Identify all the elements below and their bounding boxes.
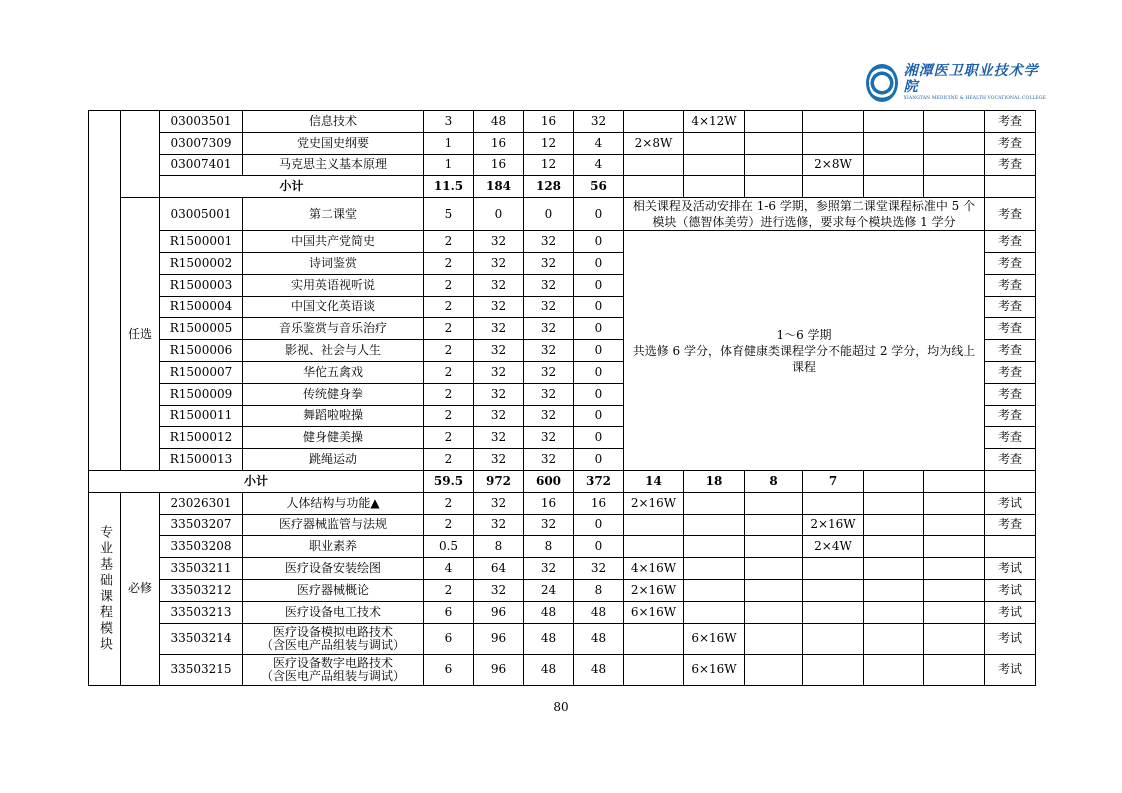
- semester-s6-cell: [924, 111, 985, 133]
- practice-hours-cell: 0: [574, 405, 624, 427]
- course-code: R1500011: [160, 405, 243, 427]
- empty-cell: [924, 176, 985, 198]
- table-row: [89, 654, 1036, 685]
- total-hours-cell: 32: [474, 383, 524, 405]
- course-name: 医疗器械概论: [243, 579, 424, 601]
- practice-hours-cell: 0: [574, 274, 624, 296]
- semester-s4-cell: 2×8W: [803, 154, 864, 176]
- table-row: [89, 536, 1036, 558]
- assessment-cell: 考查: [985, 154, 1036, 176]
- subtotal-semester-s2: 18: [684, 470, 745, 492]
- subtotal-practice: 56: [574, 176, 624, 198]
- semester-s5-cell: [864, 132, 924, 154]
- semester-s6-cell: [924, 536, 985, 558]
- semester-s6-cell: [924, 623, 985, 654]
- credit-cell: 2: [424, 383, 474, 405]
- practice-hours-cell: 4: [574, 154, 624, 176]
- semester-s2-cell: [684, 579, 745, 601]
- course-name: 影视、社会与人生: [243, 340, 424, 362]
- credit-cell: 6: [424, 601, 474, 623]
- theory-cell: 48: [524, 623, 574, 654]
- course-code: R1500009: [160, 383, 243, 405]
- assessment-cell: 考试: [985, 558, 1036, 580]
- practice-hours-cell: 0: [574, 198, 624, 231]
- credit-cell: 2: [424, 274, 474, 296]
- credit-cell: 5: [424, 198, 474, 231]
- assessment-cell: 考查: [985, 252, 1036, 274]
- practice-cell: 48: [574, 623, 624, 654]
- practice-hours-cell: 0: [574, 231, 624, 253]
- total-cell: 32: [474, 492, 524, 514]
- credit-cell: 2: [424, 427, 474, 449]
- course-name: 第二课堂: [243, 198, 424, 231]
- course-code: 33503207: [160, 514, 243, 536]
- college-logo: [866, 62, 1046, 104]
- semester-s6-cell: [924, 654, 985, 685]
- total-hours-cell: 32: [474, 340, 524, 362]
- practice-cell: 8: [574, 579, 624, 601]
- practice-cell: 0: [574, 514, 624, 536]
- assessment-cell: 考查: [985, 383, 1036, 405]
- semester-s4-cell: [803, 623, 864, 654]
- practice-hours-cell: 0: [574, 318, 624, 340]
- semester-s4-cell: [803, 492, 864, 514]
- online-note-semesters: 1～6 学期: [776, 327, 832, 342]
- course-code: 03005001: [160, 198, 243, 231]
- total-cell: 96: [474, 654, 524, 685]
- total-hours-cell: 32: [474, 252, 524, 274]
- semester-s4-cell: 2×16W: [803, 514, 864, 536]
- subtotal-semester-s4: 7: [803, 470, 864, 492]
- practice-hours-cell: 0: [574, 427, 624, 449]
- assessment-cell: 考查: [985, 340, 1036, 362]
- semester-s2-cell: 6×16W: [684, 654, 745, 685]
- practice-hours-cell: 0: [574, 449, 624, 471]
- semester-s3-cell: [745, 154, 803, 176]
- subtotal-credit: 59.5: [424, 470, 474, 492]
- credit-cell: 6: [424, 654, 474, 685]
- practice-hours-cell: 4: [574, 132, 624, 154]
- subtotal-total: 972: [474, 470, 524, 492]
- semester-s2-cell: [684, 514, 745, 536]
- credit-cell: 1: [424, 154, 474, 176]
- college-name: [904, 63, 1046, 103]
- course-code: 33503212: [160, 579, 243, 601]
- page-number: 80: [553, 700, 569, 714]
- total-hours-cell: 0: [474, 198, 524, 231]
- empty-cell: [745, 176, 803, 198]
- practice-hours-cell: 0: [574, 252, 624, 274]
- subtotal-label: 小计: [160, 176, 424, 198]
- theory-hours-cell: 32: [524, 252, 574, 274]
- elective-type-label: 任选: [121, 198, 160, 471]
- practice-hours-cell: 0: [574, 383, 624, 405]
- semester-s1-cell: 4×16W: [624, 558, 684, 580]
- semester-s3-cell: [745, 623, 803, 654]
- course-name: 实用英语视听说: [243, 274, 424, 296]
- total-hours-cell: 16: [474, 132, 524, 154]
- online-elective-note: [624, 231, 985, 471]
- course-code: 23026301: [160, 492, 243, 514]
- course-code: 03003501: [160, 111, 243, 133]
- table-row: [89, 111, 1036, 133]
- semester-s5-cell: [864, 623, 924, 654]
- semester-s2-cell: [684, 536, 745, 558]
- assessment-cell: [985, 536, 1036, 558]
- curriculum-table-body: [89, 111, 1036, 686]
- course-name: 医疗器械监管与法规: [243, 514, 424, 536]
- credit-cell: 6: [424, 623, 474, 654]
- theory-hours-cell: 32: [524, 318, 574, 340]
- semester-s2-cell: [684, 154, 745, 176]
- semester-s5-cell: [864, 579, 924, 601]
- total-hours-cell: 32: [474, 231, 524, 253]
- course-code: 33503215: [160, 654, 243, 685]
- semester-s5-cell: [864, 654, 924, 685]
- theory-hours-cell: 16: [524, 111, 574, 133]
- semester-s1-cell: [624, 536, 684, 558]
- subtotal-label: 小计: [89, 470, 424, 492]
- course-name: 党史国史纲要: [243, 132, 424, 154]
- course-code: R1500005: [160, 318, 243, 340]
- course-name-line1: 医疗设备数字电路技术: [272, 655, 393, 670]
- theory-cell: 8: [524, 536, 574, 558]
- total-hours-cell: 32: [474, 361, 524, 383]
- course-name: 信息技术: [243, 111, 424, 133]
- semester-s6-cell: [924, 492, 985, 514]
- total-cell: 96: [474, 623, 524, 654]
- assessment-cell: 考查: [985, 296, 1036, 318]
- semester-s6-cell: [924, 154, 985, 176]
- semester-s5-cell: [864, 154, 924, 176]
- semester-s4-cell: [803, 579, 864, 601]
- subtotal-theory: 600: [524, 470, 574, 492]
- semester-s5-cell: [864, 558, 924, 580]
- second-class-note: 相关课程及活动安排在 1-6 学期，参照第二课堂课程标准中 5 个模块（德智体美劳）进行选修，要求每个模块选修 1 学分: [624, 198, 985, 231]
- total-cell: 8: [474, 536, 524, 558]
- course-name: [243, 654, 424, 685]
- practice-hours-cell: 32: [574, 111, 624, 133]
- table-row: [89, 558, 1036, 580]
- assessment-cell: 考试: [985, 623, 1036, 654]
- college-name-en: XIANGTAN MEDICINE & HEALTH VOCATIONAL COLLEGE: [903, 96, 1046, 101]
- course-name-line2: （含医电产品组装与调试）: [260, 637, 405, 652]
- assessment-cell: 考查: [985, 231, 1036, 253]
- course-name: 华佗五禽戏: [243, 361, 424, 383]
- course-name: 人体结构与功能▲: [243, 492, 424, 514]
- semester-s5-cell: [864, 492, 924, 514]
- course-code: R1500007: [160, 361, 243, 383]
- practice-hours-cell: 0: [574, 340, 624, 362]
- total-hours-cell: 32: [474, 318, 524, 340]
- practice-cell: 0: [574, 536, 624, 558]
- course-name: 中国文化英语谈: [243, 296, 424, 318]
- semester-s2-cell: [684, 558, 745, 580]
- semester-s1-cell: [624, 111, 684, 133]
- subtotal-semester-s3: 8: [745, 470, 803, 492]
- semester-s4-cell: 2×4W: [803, 536, 864, 558]
- course-code: 03007401: [160, 154, 243, 176]
- course-name: 职业素养: [243, 536, 424, 558]
- assessment-cell: 考试: [985, 601, 1036, 623]
- semester-s4-cell: [803, 132, 864, 154]
- semester-s6-cell: [924, 601, 985, 623]
- assessment-cell: 考查: [985, 449, 1036, 471]
- course-code: R1500003: [160, 274, 243, 296]
- credit-cell: 2: [424, 231, 474, 253]
- table-row: [89, 154, 1036, 176]
- semester-s5-cell: [864, 601, 924, 623]
- practice-cell: 48: [574, 654, 624, 685]
- credit-cell: 2: [424, 252, 474, 274]
- theory-cell: 32: [524, 558, 574, 580]
- semester-s4-cell: [803, 111, 864, 133]
- credit-cell: 1: [424, 132, 474, 154]
- subtotal-theory: 128: [524, 176, 574, 198]
- semester-s6-cell: [924, 514, 985, 536]
- course-name-line1: 医疗设备模拟电路技术: [272, 624, 393, 639]
- assessment-cell: 考查: [985, 405, 1036, 427]
- course-name: 舞蹈啦啦操: [243, 405, 424, 427]
- semester-s4-cell: [803, 654, 864, 685]
- empty-cell: [624, 176, 684, 198]
- assessment-cell: 考查: [985, 361, 1036, 383]
- semester-s3-cell: [745, 558, 803, 580]
- course-name: 健身健美操: [243, 427, 424, 449]
- table-row: [89, 231, 1036, 253]
- semester-s1-cell: 2×16W: [624, 492, 684, 514]
- assessment-cell: 考查: [985, 111, 1036, 133]
- semester-s3-cell: [745, 492, 803, 514]
- table-row: [89, 514, 1036, 536]
- semester-s3-cell: [745, 514, 803, 536]
- practice-cell: 16: [574, 492, 624, 514]
- semester-s4-cell: [803, 558, 864, 580]
- theory-hours-cell: 32: [524, 231, 574, 253]
- semester-s2-cell: [684, 492, 745, 514]
- empty-cell: [684, 176, 745, 198]
- table-row: [89, 470, 1036, 492]
- course-name: 传统健身拳: [243, 383, 424, 405]
- course-name: 医疗设备电工技术: [243, 601, 424, 623]
- semester-s6-cell: [924, 558, 985, 580]
- empty-cell: [803, 176, 864, 198]
- course-name-line2: （含医电产品组装与调试）: [260, 668, 405, 683]
- theory-hours-cell: 12: [524, 154, 574, 176]
- empty-cell: [985, 470, 1036, 492]
- total-cell: 32: [474, 514, 524, 536]
- semester-s3-cell: [745, 654, 803, 685]
- theory-hours-cell: 32: [524, 405, 574, 427]
- subtotal-practice: 372: [574, 470, 624, 492]
- theory-hours-cell: 32: [524, 449, 574, 471]
- table-row: [89, 623, 1036, 654]
- total-hours-cell: 32: [474, 405, 524, 427]
- course-name: 中国共产党简史: [243, 231, 424, 253]
- table-row: [89, 132, 1036, 154]
- subtotal-semester-s6: [924, 470, 985, 492]
- course-code: R1500001: [160, 231, 243, 253]
- practice-hours-cell: 0: [574, 296, 624, 318]
- semester-s5-cell: [864, 536, 924, 558]
- assessment-cell: 考查: [985, 514, 1036, 536]
- course-name: [243, 623, 424, 654]
- course-code: R1500013: [160, 449, 243, 471]
- table-row: [89, 176, 1036, 198]
- theory-cell: 16: [524, 492, 574, 514]
- semester-s2-cell: 6×16W: [684, 623, 745, 654]
- semester-s1-cell: [624, 154, 684, 176]
- practice-cell: 48: [574, 601, 624, 623]
- course-name: 马克思主义基本原理: [243, 154, 424, 176]
- empty-cell: [985, 176, 1036, 198]
- type-label-blank: [121, 111, 160, 198]
- table-row: [89, 492, 1036, 514]
- credit-cell: 2: [424, 492, 474, 514]
- semester-s3-cell: [745, 111, 803, 133]
- table-row: [89, 198, 1036, 231]
- credit-cell: 2: [424, 514, 474, 536]
- theory-hours-cell: 32: [524, 427, 574, 449]
- theory-hours-cell: 32: [524, 361, 574, 383]
- semester-s2-cell: 4×12W: [684, 111, 745, 133]
- assessment-cell: 考查: [985, 132, 1036, 154]
- semester-s3-cell: [745, 601, 803, 623]
- credit-cell: 2: [424, 579, 474, 601]
- course-code: 33503208: [160, 536, 243, 558]
- course-code: R1500004: [160, 296, 243, 318]
- theory-cell: 48: [524, 601, 574, 623]
- subtotal-semester-s5: [864, 470, 924, 492]
- course-code: 33503214: [160, 623, 243, 654]
- total-cell: 96: [474, 601, 524, 623]
- semester-s1-cell: [624, 514, 684, 536]
- semester-s1-cell: 6×16W: [624, 601, 684, 623]
- semester-s3-cell: [745, 579, 803, 601]
- theory-cell: 48: [524, 654, 574, 685]
- theory-cell: 32: [524, 514, 574, 536]
- semester-s2-cell: [684, 601, 745, 623]
- course-name: 音乐鉴赏与音乐治疗: [243, 318, 424, 340]
- semester-s1-cell: 2×8W: [624, 132, 684, 154]
- course-name: 诗词鉴赏: [243, 252, 424, 274]
- credit-cell: 4: [424, 558, 474, 580]
- semester-s1-cell: [624, 654, 684, 685]
- total-cell: 32: [474, 579, 524, 601]
- total-cell: 64: [474, 558, 524, 580]
- credit-cell: 3: [424, 111, 474, 133]
- semester-s5-cell: [864, 514, 924, 536]
- college-name-cn: 湘潭医卫职业技术学院: [903, 63, 1039, 95]
- assessment-cell: 考查: [985, 318, 1036, 340]
- semester-s6-cell: [924, 579, 985, 601]
- credit-cell: 2: [424, 405, 474, 427]
- assessment-cell: 考试: [985, 654, 1036, 685]
- empty-cell: [864, 176, 924, 198]
- module-label-blank: [89, 111, 121, 471]
- course-name: 医疗设备安装绘图: [243, 558, 424, 580]
- theory-hours-cell: 12: [524, 132, 574, 154]
- course-code: R1500012: [160, 427, 243, 449]
- total-hours-cell: 16: [474, 154, 524, 176]
- semester-s4-cell: [803, 601, 864, 623]
- course-code: 03007309: [160, 132, 243, 154]
- theory-hours-cell: 32: [524, 340, 574, 362]
- course-code: R1500006: [160, 340, 243, 362]
- course-name: 跳绳运动: [243, 449, 424, 471]
- total-hours-cell: 32: [474, 449, 524, 471]
- semester-s3-cell: [745, 536, 803, 558]
- assessment-cell: 考试: [985, 492, 1036, 514]
- course-code: 33503211: [160, 558, 243, 580]
- theory-hours-cell: 32: [524, 296, 574, 318]
- practice-cell: 32: [574, 558, 624, 580]
- total-hours-cell: 32: [474, 427, 524, 449]
- curriculum-table: [88, 110, 1036, 686]
- total-hours-cell: 32: [474, 274, 524, 296]
- course-code: R1500002: [160, 252, 243, 274]
- semester-s1-cell: 2×16W: [624, 579, 684, 601]
- total-hours-cell: 48: [474, 111, 524, 133]
- credit-cell: 2: [424, 318, 474, 340]
- semester-s6-cell: [924, 132, 985, 154]
- assessment-cell: 考查: [985, 198, 1036, 231]
- credit-cell: 2: [424, 296, 474, 318]
- credit-cell: 2: [424, 449, 474, 471]
- online-note-rule: 共选修 6 学分，体育健康类课程学分不能超过 2 学分，均为线上课程: [632, 343, 976, 374]
- credit-cell: 2: [424, 361, 474, 383]
- assessment-cell: 考查: [985, 274, 1036, 296]
- theory-hours-cell: 32: [524, 274, 574, 296]
- theory-hours-cell: 0: [524, 198, 574, 231]
- credit-cell: 2: [424, 340, 474, 362]
- semester-s1-cell: [624, 623, 684, 654]
- table-row: [89, 579, 1036, 601]
- assessment-cell: 考查: [985, 427, 1036, 449]
- assessment-cell: 考试: [985, 579, 1036, 601]
- subtotal-credit: 11.5: [424, 176, 474, 198]
- theory-cell: 24: [524, 579, 574, 601]
- theory-hours-cell: 32: [524, 383, 574, 405]
- semester-s5-cell: [864, 111, 924, 133]
- subtotal-total: 184: [474, 176, 524, 198]
- practice-hours-cell: 0: [574, 361, 624, 383]
- course-code: 33503213: [160, 601, 243, 623]
- college-seal-icon: [866, 64, 898, 102]
- total-hours-cell: 32: [474, 296, 524, 318]
- credit-cell: 0.5: [424, 536, 474, 558]
- semester-s2-cell: [684, 132, 745, 154]
- module-label: 专业基础课程模块: [89, 492, 121, 685]
- table-row: [89, 601, 1036, 623]
- subtotal-semester-s1: 14: [624, 470, 684, 492]
- semester-s3-cell: [745, 132, 803, 154]
- required-type-label: 必修: [121, 492, 160, 685]
